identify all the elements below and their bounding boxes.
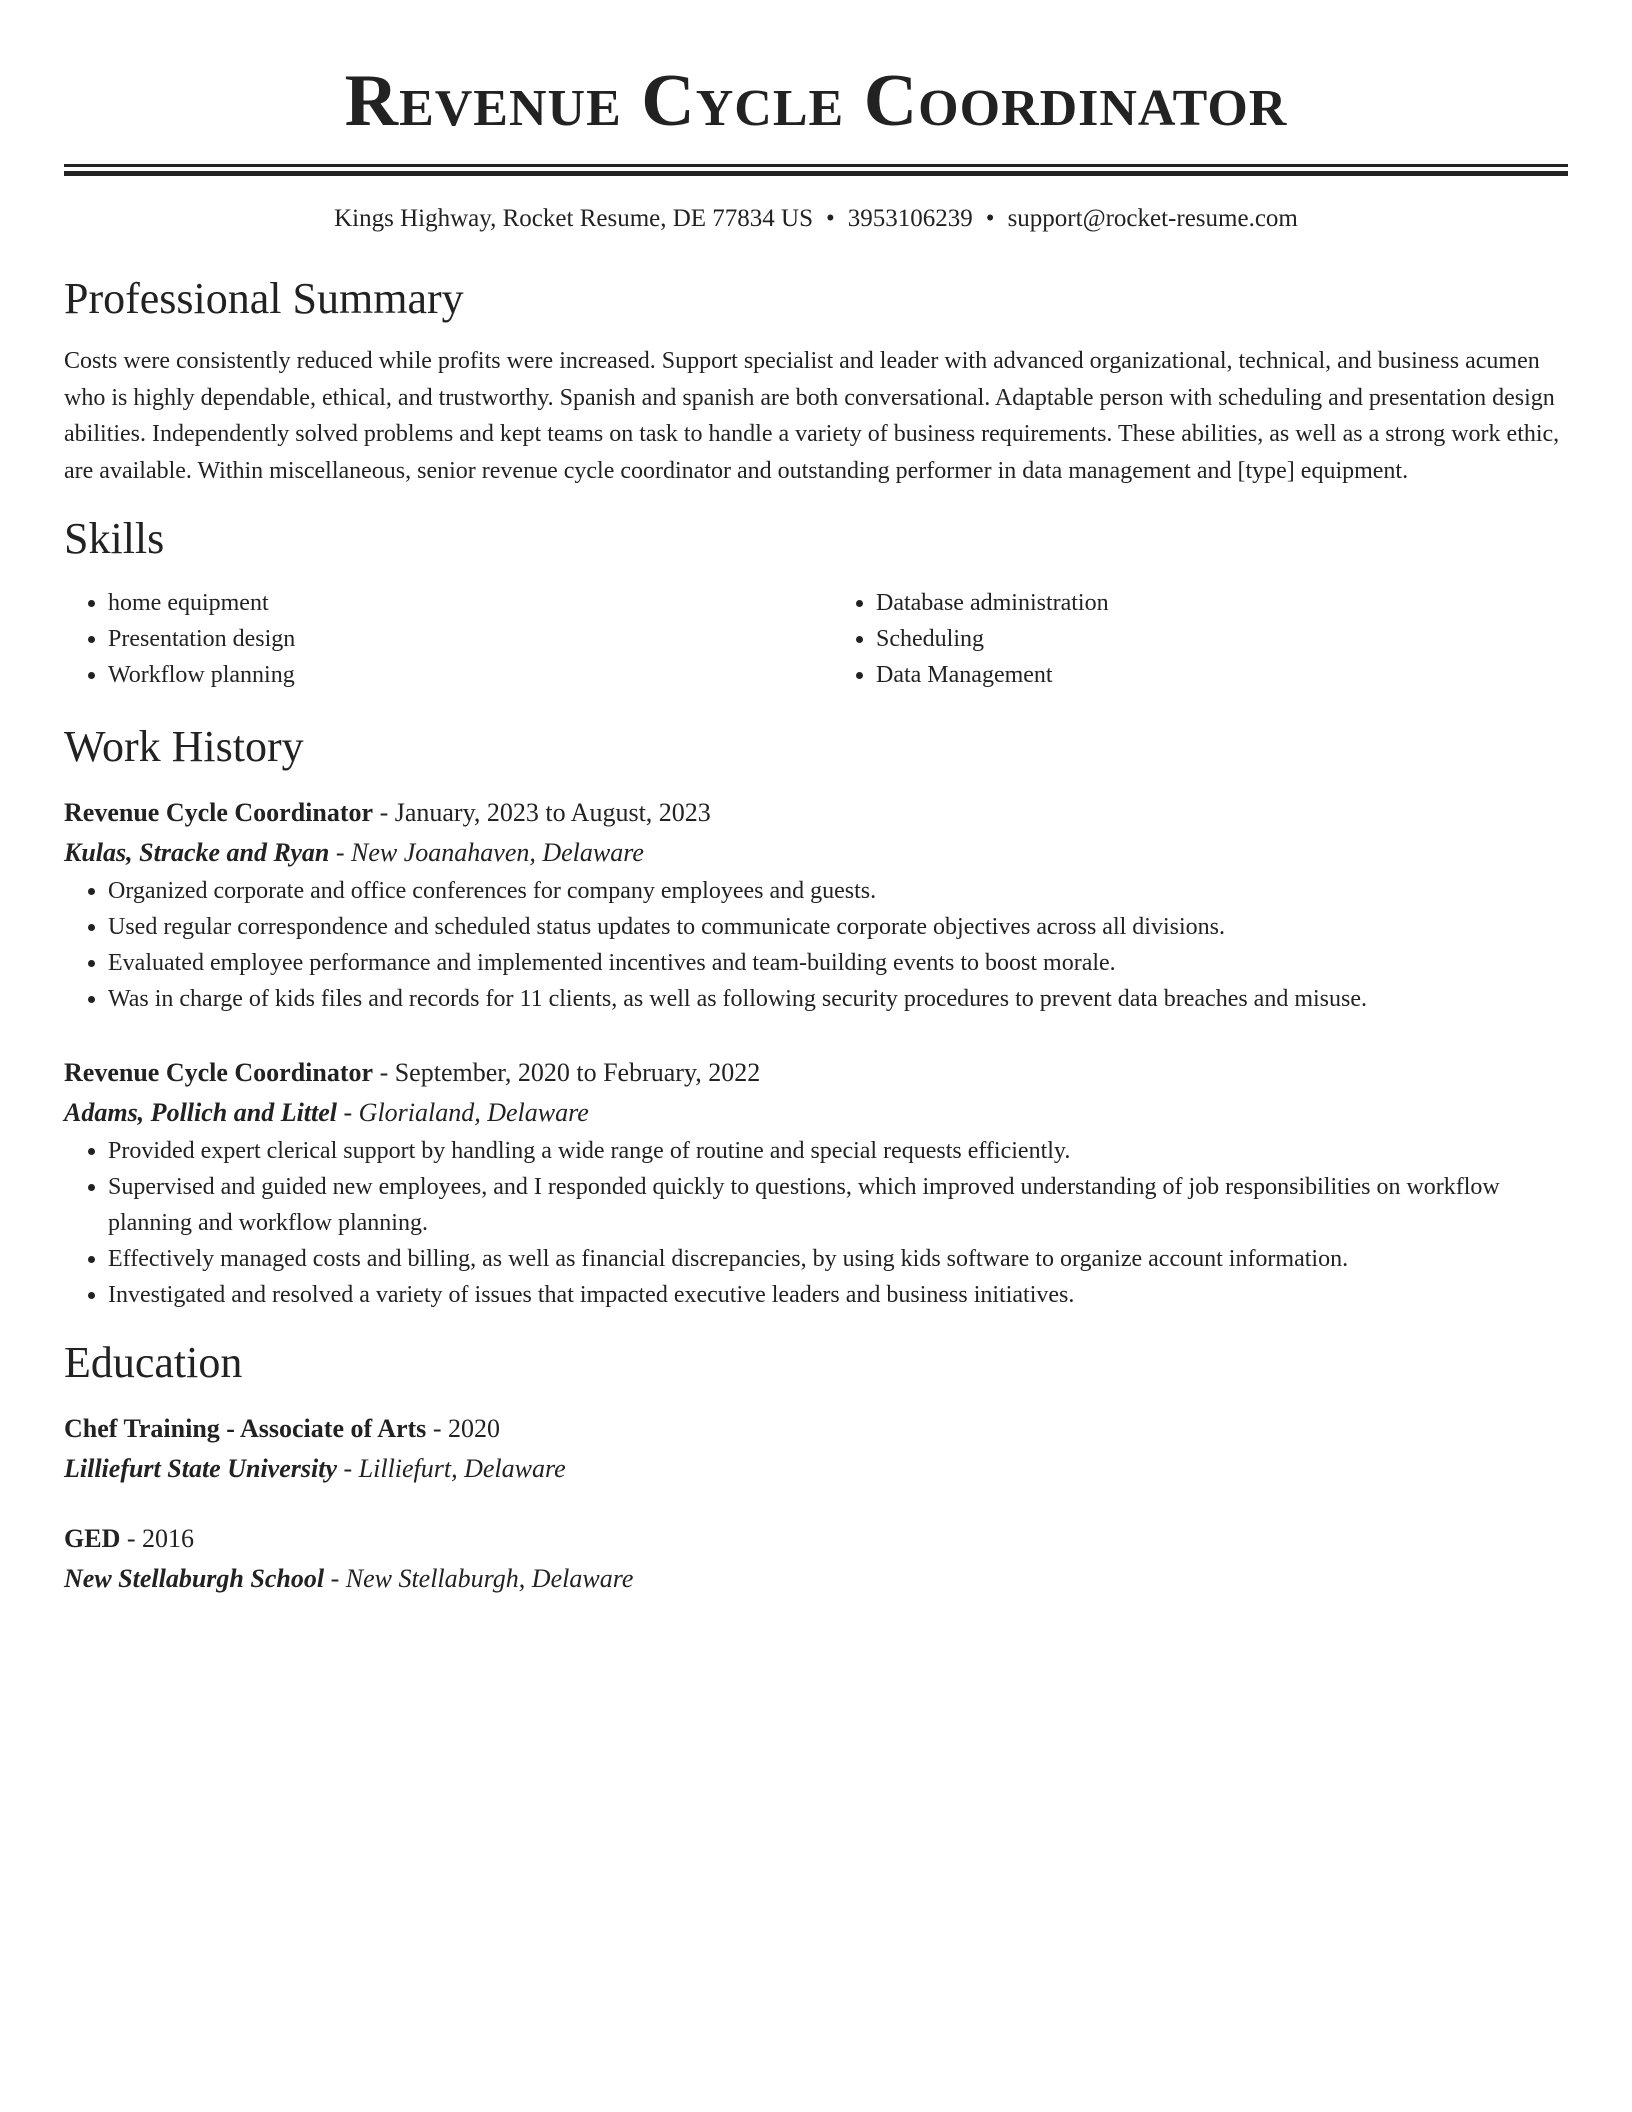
employer-line	[64, 833, 1568, 873]
degree-name: Chef Training - Associate of Arts	[64, 1414, 427, 1443]
work-history-heading: Work History	[64, 722, 304, 771]
degree-line	[64, 1519, 1568, 1559]
skill-item: • home equipment	[108, 585, 800, 621]
education-entry	[64, 1519, 1568, 1599]
summary-text: Costs were consistently reduced while profits were increased. Support specialist and leader with advanced organizational, technical, and business acumen who is highly dependable, ethical, and trustworthy. Spanish and spanish are both conversational. Adaptable person with scheduling and presentation design abilities. Independently solved problems and kept teams on task to handle a variety of business requirements. These abilities, as well as a strong work ethic, are available. Within miscellaneous, senior revenue cycle coordinator and outstanding performer in data management and [type] equipment.	[64, 348, 1560, 484]
job-duties	[64, 873, 1568, 1017]
skill-item: • Workflow planning	[108, 657, 800, 693]
job-duty: • Used regular correspondence and scheduled status updates to communicate corporate objectives across all divisions.	[108, 909, 1568, 945]
title-divider	[64, 164, 1568, 167]
degree-year: - 2016	[120, 1524, 195, 1553]
education-heading: Education	[64, 1338, 243, 1387]
job-duty: • Effectively managed costs and billing, as well as financial discrepancies, by using kids software to organize account information.	[108, 1241, 1568, 1277]
employer-location: - New Joanahaven, Delaware	[329, 838, 644, 867]
contact-email: support@rocket-resume.com	[1007, 205, 1298, 232]
education-entry	[64, 1409, 1568, 1489]
contact-separator: •	[985, 205, 995, 232]
job-duty: • Evaluated employee performance and implemented incentives and team-building events to boost morale.	[108, 945, 1568, 981]
skills-column-right	[832, 585, 1568, 693]
job-title: Revenue Cycle Coordinator	[64, 798, 374, 827]
job-entry	[64, 1053, 1568, 1313]
school-name: Lilliefurt State University	[64, 1454, 337, 1483]
page-title: Revenue Cycle Coordinator	[344, 60, 1288, 142]
school-line	[64, 1559, 1568, 1599]
job-duty: • Organized corporate and office conferences for company employees and guests.	[108, 873, 1568, 909]
job-dates: - September, 2020 to February, 2022	[373, 1058, 761, 1087]
employer-line	[64, 1093, 1568, 1133]
skills-heading: Skills	[64, 514, 165, 563]
job-dates: - January, 2023 to August, 2023	[373, 798, 711, 827]
contact-address: Kings Highway, Rocket Resume, DE 77834 US	[334, 205, 814, 232]
degree-year: - 2020	[426, 1414, 500, 1443]
job-title-line	[64, 793, 1568, 833]
employer-name: Adams, Pollich and Littel	[64, 1098, 338, 1127]
school-location: - Lilliefurt, Delaware	[337, 1454, 566, 1483]
contact-phone: 3953106239	[847, 205, 973, 232]
job-title: Revenue Cycle Coordinator	[64, 1058, 374, 1087]
skill-item: • Data Management	[876, 657, 1568, 693]
school-location: - New Stellaburgh, Delaware	[324, 1564, 634, 1593]
skill-item: • Presentation design	[108, 621, 800, 657]
contact-separator: •	[826, 205, 835, 232]
job-entry	[64, 793, 1568, 1017]
employer-name: Kulas, Stracke and Ryan	[64, 838, 330, 867]
degree-name: GED	[64, 1524, 121, 1553]
school-name: New Stellaburgh School	[64, 1564, 325, 1593]
skill-item: • Database administration	[876, 585, 1568, 621]
summary-heading: Professional Summary	[64, 274, 464, 323]
job-duty: • Was in charge of kids files and records for 11 clients, as well as following security procedures to prevent data breaches and misuse.	[108, 981, 1568, 1017]
contact-line	[64, 203, 1568, 235]
job-duty: • Provided expert clerical support by handling a wide range of routine and special requests efficiently.	[108, 1133, 1568, 1169]
degree-line	[64, 1409, 1568, 1449]
skill-item: • Scheduling	[876, 621, 1568, 657]
skills-column-left	[64, 585, 800, 693]
job-duty: • Investigated and resolved a variety of issues that impacted executive leaders and business initiatives.	[108, 1277, 1568, 1313]
school-line	[64, 1449, 1568, 1489]
employer-location: - Glorialand, Delaware	[337, 1098, 589, 1127]
job-duty: • Supervised and guided new employees, and I responded quickly to questions, which improved understanding of job responsibilities on workflow planning and workflow planning.	[108, 1169, 1568, 1241]
job-duties	[64, 1133, 1568, 1313]
skills-list	[64, 585, 1568, 693]
job-title-line	[64, 1053, 1568, 1093]
